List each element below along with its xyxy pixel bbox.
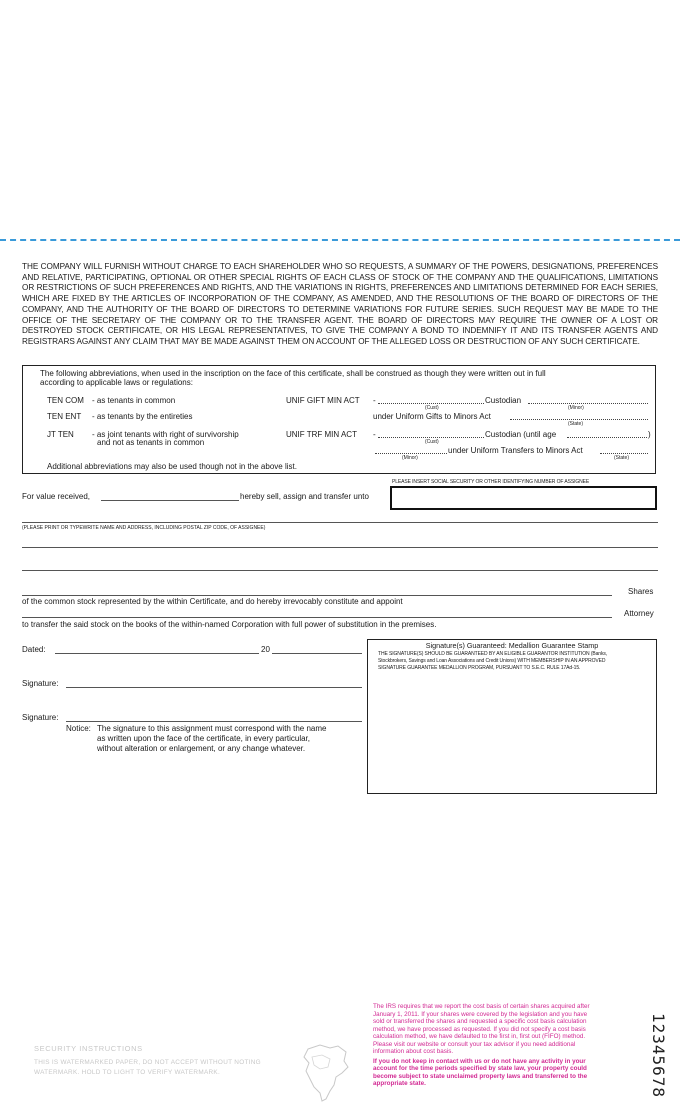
serial-number: 12345678 (649, 1013, 668, 1099)
signature-label-1: Signature: (22, 679, 59, 688)
gift-minor-fill[interactable] (528, 403, 648, 404)
unif-trf-code: UNIF TRF MIN ACT (286, 430, 357, 439)
custodian-label: Custodian (485, 396, 522, 405)
notice-label: Notice: (66, 724, 91, 733)
year-line[interactable] (272, 653, 362, 654)
close-paren: ) (648, 430, 651, 439)
trf-minor-fill[interactable] (375, 453, 447, 454)
signature-line-1[interactable] (66, 687, 362, 688)
custodian-until-label: Custodian (until age (485, 430, 557, 439)
state-caption: (State) (568, 421, 584, 427)
ssn-input-box[interactable] (390, 486, 657, 510)
trf-act-text: under Uniform Transfers to Minors Act (448, 446, 583, 455)
notice-line-3: without alteration or enlargement, or any change whatever. (97, 744, 306, 753)
shares-line[interactable] (22, 595, 612, 596)
ten-ent-desc: - as tenants by the entireties (92, 412, 193, 421)
guarantee-line-1: THE SIGNATURE(S) SHOULD BE GUARANTEED BY AN ELIGIBLE GUARANTOR INSTITUTION (Banks, (378, 651, 608, 657)
assignee-line-3[interactable] (22, 570, 658, 571)
attorney-label: Attorney (624, 609, 654, 618)
print-name-caption: (PLEASE PRINT OR TYPEWRITE NAME AND ADDRESS, INCLUDING POSTAL ZIP CODE, OF ASSIGNEE) (22, 525, 266, 531)
guarantee-line-2: Stockbrokers, Savings and Loan Associations and Credit Unions) WITH MEMBERSHIP IN AN APPROVED (378, 658, 606, 664)
jt-ten-desc-2: and not as tenants in common (97, 438, 205, 447)
gift-act-text: under Uniform Gifts to Minors Act (373, 412, 491, 421)
value-received-prefix: For value received, (22, 492, 91, 501)
irs-unclaimed-warning: If you do not keep in contact with us or do not have any activity in your account for the time periods specified by state law, your property could become subject to state unclaimed property laws and transferred to the appropriate state. (373, 1057, 588, 1087)
irs-cost-basis-notice (373, 1003, 593, 1088)
minor-caption: (Minor) (402, 455, 418, 461)
cust-caption: (Cust) (425, 405, 439, 411)
assignee-line-1[interactable] (22, 522, 658, 523)
assignee-line-2[interactable] (22, 547, 658, 548)
dash-marker: - (373, 396, 376, 405)
serial-number-area (643, 1015, 673, 1110)
dash-marker: - (373, 430, 376, 439)
cust-caption: (Cust) (425, 439, 439, 445)
jt-ten-desc-1: - as joint tenants with right of survivorship (92, 430, 239, 439)
shares-label: Shares (628, 587, 654, 596)
gift-cust-fill[interactable] (378, 403, 484, 404)
signature-label-2: Signature: (22, 713, 59, 722)
value-received-suffix: hereby sell, assign and transfer unto (240, 492, 369, 501)
signature-line-2[interactable] (66, 721, 362, 722)
security-text (34, 1058, 261, 1078)
transfer-text: to transfer the said stock on the books of the within-named Corporation with full power of substitution in the premises. (22, 620, 437, 629)
guarantee-text (378, 651, 607, 672)
notice-line-2: as written upon the face of the certificate, in every particular, (97, 734, 310, 743)
date-line[interactable] (55, 653, 259, 654)
assignor-name-line[interactable] (101, 500, 239, 501)
unif-gift-code: UNIF GIFT MIN ACT (286, 396, 360, 405)
north-america-map-icon (300, 1043, 352, 1105)
ten-ent-code: TEN ENT (47, 412, 82, 421)
guarantee-line-3: SIGNATURE GUARANTEE MEDALLION PROGRAM, PURSUANT TO S.E.C. RULE 17Ad-15. (378, 665, 581, 671)
common-stock-text: of the common stock represented by the within Certificate, and do hereby irrevocably constitute and appoint (22, 597, 403, 606)
guarantee-title: Signature(s) Guaranteed: Medallion Guarantee Stamp (425, 641, 599, 650)
trf-cust-fill[interactable] (378, 437, 484, 438)
perforation-line (0, 239, 680, 241)
trf-age-fill[interactable] (567, 437, 647, 438)
minor-caption: (Minor) (568, 405, 584, 411)
year-prefix: 20 (261, 645, 270, 654)
state-caption: (State) (614, 455, 630, 461)
abbreviations-intro-2: according to applicable laws or regulations: (40, 378, 193, 387)
ssn-label: PLEASE INSERT SOCIAL SECURITY OR OTHER IDENTIFYING NUMBER OF ASSIGNEE (392, 479, 590, 485)
dated-label: Dated: (22, 645, 46, 654)
trf-state-fill[interactable] (600, 453, 648, 454)
ten-com-desc: - as tenants in common (92, 396, 176, 405)
gift-state-fill[interactable] (510, 419, 648, 420)
notice-line-1: The signature to this assignment must correspond with the name (97, 724, 327, 733)
ten-com-code: TEN COM (47, 396, 84, 405)
security-line-1: THIS IS WATERMARKED PAPER, DO NOT ACCEPT WITHOUT NOTING (34, 1059, 261, 1066)
legal-notice: THE COMPANY WILL FURNISH WITHOUT CHARGE TO EACH SHAREHOLDER WHO SO REQUESTS, A SUMMARY OF THE POWERS, DESIGNATIONS, PREFERENCES AND RELATIVE, PARTICIPATING, OPTIONAL OR OTHER SPECIAL RIGHTS OF EACH CLASS OF STOCK OF THE COMPANY AND THE QUALIFICATIONS, LIMITATIONS OR RESTRICTIONS OF SUCH PREFERENCES AND RIGHTS, AND THE VARIATIONS IN RIGHTS, PREFERENCES AND LIMITATIONS DETERMINED FOR EACH SERIES, WHICH ARE FIXED BY THE ARTICLES OF INCORPORATION OF THE COMPANY, AS AMENDED, AND THE RESOLUTIONS OF THE BOARD OF DIRECTORS OF THE COMPANY, AND THE AUTHORITY OF THE BOARD OF DIRECTORS TO DETERMINE VARIATIONS FOR FUTURE SERIES. SUCH REQUEST MAY BE MADE TO THE OFFICE OF THE SECRETARY OF THE COMPANY OR TO THE TRANSFER AGENT. THE BOARD OF DIRECTORS MAY REQUIRE THE OWNER OF A LOST OR DESTROYED STOCK CERTIFICATE, OR HIS LEGAL REPRESENTATIVES, TO GIVE THE COMPANY A BOND TO INDEMNIFY IT AND ITS TRANSFER AGENTS AND REGISTRARS AGAINST ANY CLAIM THAT MAY BE MADE AGAINST THEM ON ACCOUNT OF THE ALLEGED LOSS OR DESTRUCTION OF ANY SUCH CERTIFICATE. (22, 262, 658, 346)
jt-ten-code: JT TEN (47, 430, 74, 439)
abbreviations-intro-1: The following abbreviations, when used in the inscription on the face of this certificate, shall be construed as though they were written out in full (40, 369, 546, 378)
irs-notice-text: The IRS requires that we report the cost basis of certain shares acquired after January 1, 2011. If your shares were covered by the legislation and you have sold or transferred the shares and requested a specific cost basis calculation method, we have processed as requested. If you did not specify a cost basis calculation method, we have defaulted to the first in, first out (FIFO) method. Please visit our website or consult your tax advisor if you need additional information about cost basis. (373, 1003, 590, 1055)
additional-abbreviations: Additional abbreviations may also be used though not in the above list. (47, 462, 297, 471)
security-title: SECURITY INSTRUCTIONS (34, 1044, 143, 1053)
attorney-line[interactable] (22, 617, 612, 618)
security-line-2: WATERMARK. HOLD TO LIGHT TO VERIFY WATERMARK. (34, 1069, 221, 1076)
